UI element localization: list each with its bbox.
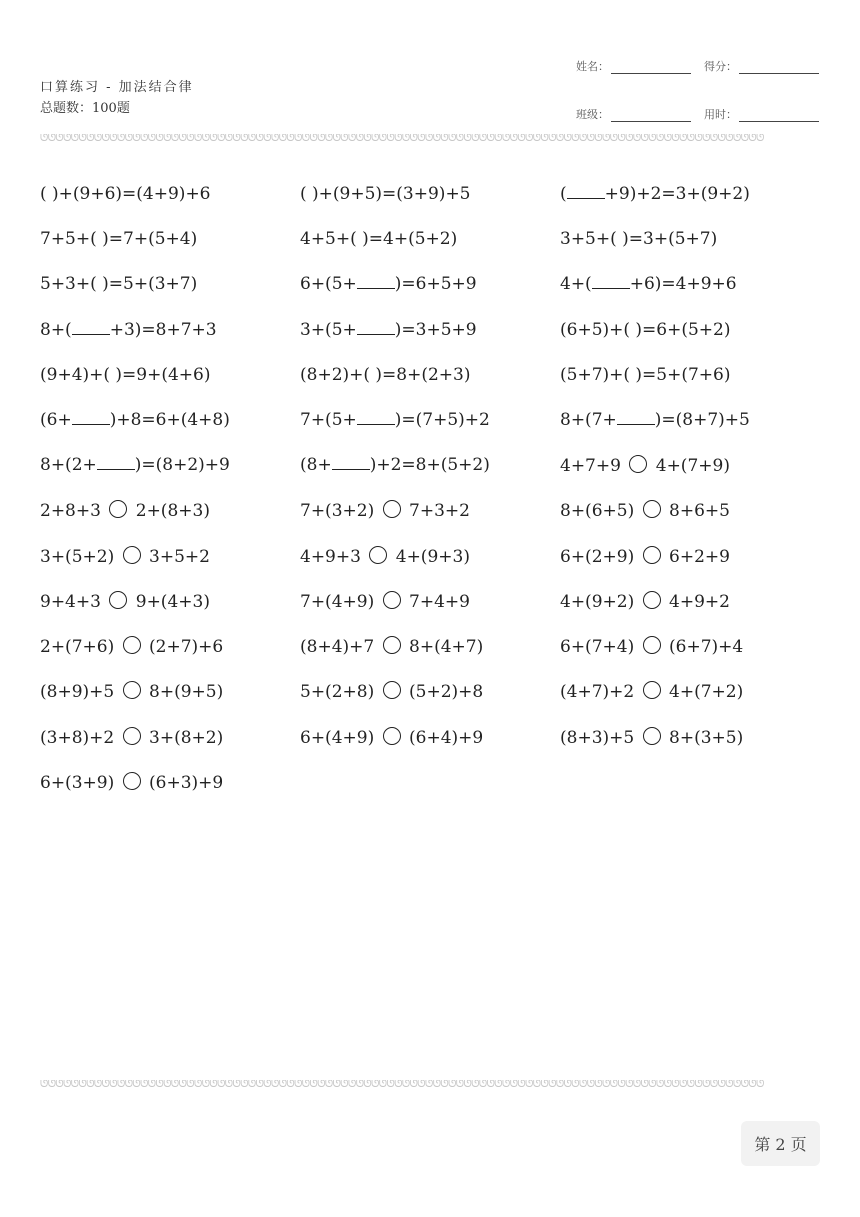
problem-item: 4+( +6)=4+9+6	[560, 274, 737, 295]
score-line	[739, 63, 819, 74]
comparison-circle[interactable]	[383, 727, 401, 745]
problem-row	[40, 216, 820, 261]
problem-count: 总题数：100题	[40, 101, 130, 116]
answer-blank[interactable]	[357, 412, 395, 425]
problem-row	[40, 579, 820, 624]
name-line	[611, 63, 691, 74]
problem-row	[40, 760, 820, 805]
problem-item: 4+5+( )=4+(5+2)	[300, 228, 458, 249]
problem-row	[40, 488, 820, 533]
comparison-circle[interactable]	[123, 727, 141, 745]
time-label: 用时：	[704, 108, 737, 121]
comparison-circle[interactable]	[383, 500, 401, 518]
comparison-circle[interactable]	[643, 636, 661, 654]
problem-item: 6+(2+9) 6+2+9	[560, 546, 730, 567]
problem-item: (5+7)+( )=5+(7+6)	[560, 364, 731, 385]
class-field[interactable]	[576, 106, 691, 122]
problem-item: (8+3)+5 8+(3+5)	[560, 727, 744, 748]
time-line	[739, 111, 819, 122]
score-label: 得分：	[704, 60, 737, 73]
comparison-circle[interactable]	[383, 636, 401, 654]
class-line	[611, 111, 691, 122]
problem-item: 8+(2+ )=(8+2)+9	[40, 455, 230, 476]
comparison-circle[interactable]	[643, 546, 661, 564]
class-label: 班级：	[576, 108, 609, 121]
comparison-circle[interactable]	[123, 772, 141, 790]
answer-blank[interactable]	[357, 276, 395, 289]
problem-row	[40, 624, 820, 669]
answer-blank[interactable]	[617, 412, 655, 425]
comparison-circle[interactable]	[643, 500, 661, 518]
name-label: 姓名：	[576, 60, 609, 73]
comparison-circle[interactable]	[109, 500, 127, 518]
problem-item: 6+(5+ )=6+5+9	[300, 274, 477, 295]
comparison-circle[interactable]	[643, 591, 661, 609]
problem-item: 6+(3+9) (6+3)+9	[40, 773, 224, 793]
comparison-circle[interactable]	[383, 591, 401, 609]
problem-row	[40, 352, 820, 397]
problem-item: 7+(3+2) 7+3+2	[300, 501, 470, 522]
comparison-circle[interactable]	[123, 546, 141, 564]
problem-item: (3+8)+2 3+(8+2)	[40, 727, 224, 748]
problem-item: 8+( +3)=8+7+3	[40, 319, 217, 340]
sheet-header	[40, 79, 194, 118]
problem-item: 7+5+( )=7+(5+4)	[40, 228, 198, 249]
problem-row	[40, 715, 820, 760]
problem-item: (8+4)+7 8+(4+7)	[300, 637, 484, 658]
problem-row	[40, 262, 820, 307]
problem-item: (6+5)+( )=6+(5+2)	[560, 319, 731, 340]
problem-item: 2+(7+6) (2+7)+6	[40, 637, 224, 658]
problem-grid	[40, 171, 820, 805]
problem-row	[40, 397, 820, 442]
answer-blank[interactable]	[592, 276, 630, 289]
comparison-circle[interactable]	[123, 636, 141, 654]
problem-item: ( )+(9+6)=(4+9)+6	[40, 183, 211, 204]
problem-item: 3+(5+ )=3+5+9	[300, 319, 477, 340]
comparison-circle[interactable]	[643, 681, 661, 699]
top-border-pattern: ᘎᘎᘎᘎᘎᘎᘎᘎᘎᘎᘎᘎᘎᘎᘎᘎᘎᘎᘎᘎᘎᘎᘎᘎᘎᘎᘎᘎᘎᘎᘎᘎᘎᘎᘎᘎᘎᘎᘎᘎᘎᘎᘎᘎᘎᘎᘎᘎᘎᘎᘎᘎᘎᘎᘎᘎᘎᘎᘎᘎᘎᘎᘎᘎᘎᘎᘎᘎᘎᘎᘎᘎᘎᘎᘎᘎᘎᘎᘎᘎᘎᘎᘎᘎᘎᘎᘎᘎᘎᘎᘎᘎᘎᘎ	[40, 134, 764, 144]
problem-item: 3+(5+2) 3+5+2	[40, 546, 210, 567]
problem-item: 3+5+( )=3+(5+7)	[560, 228, 718, 249]
answer-blank[interactable]	[567, 186, 605, 199]
page-number: 第 2 页	[741, 1121, 820, 1166]
bottom-border-pattern: ᘎᘎᘎᘎᘎᘎᘎᘎᘎᘎᘎᘎᘎᘎᘎᘎᘎᘎᘎᘎᘎᘎᘎᘎᘎᘎᘎᘎᘎᘎᘎᘎᘎᘎᘎᘎᘎᘎᘎᘎᘎᘎᘎᘎᘎᘎᘎᘎᘎᘎᘎᘎᘎᘎᘎᘎᘎᘎᘎᘎᘎᘎᘎᘎᘎᘎᘎᘎᘎᘎᘎᘎᘎᘎᘎᘎᘎᘎᘎᘎᘎᘎᘎᘎᘎᘎᘎᘎᘎᘎᘎᘎᘎᘎ	[40, 1080, 764, 1090]
problem-item: 6+(7+4) (6+7)+4	[560, 637, 744, 658]
answer-blank[interactable]	[332, 457, 370, 470]
answer-blank[interactable]	[357, 322, 395, 335]
problem-row	[40, 443, 820, 488]
problem-item: ( +9)+2=3+(9+2)	[560, 183, 750, 204]
problem-row	[40, 171, 820, 216]
problem-row	[40, 669, 820, 714]
problem-item: 7+(5+ )=(7+5)+2	[300, 410, 490, 431]
problem-item: (6+ )+8=6+(4+8)	[40, 410, 230, 431]
problem-item: (8+9)+5 8+(9+5)	[40, 682, 224, 703]
comparison-circle[interactable]	[369, 546, 387, 564]
answer-blank[interactable]	[72, 322, 110, 335]
name-field[interactable]	[576, 58, 691, 74]
answer-blank[interactable]	[97, 457, 135, 470]
problem-item: (9+4)+( )=9+(4+6)	[40, 364, 211, 385]
comparison-circle[interactable]	[123, 681, 141, 699]
problem-row	[40, 533, 820, 578]
problem-item: (4+7)+2 4+(7+2)	[560, 682, 744, 703]
comparison-circle[interactable]	[383, 681, 401, 699]
problem-item: 7+(4+9) 7+4+9	[300, 591, 470, 612]
sheet-title: 口算练习 - 加法结合律	[40, 80, 194, 95]
problem-item: 4+9+3 4+(9+3)	[300, 546, 470, 567]
problem-item: 4+(9+2) 4+9+2	[560, 591, 730, 612]
answer-blank[interactable]	[72, 412, 110, 425]
comparison-circle[interactable]	[109, 591, 127, 609]
problem-item: 2+8+3 2+(8+3)	[40, 501, 210, 522]
time-field[interactable]	[704, 106, 819, 122]
problem-item: 6+(4+9) (6+4)+9	[300, 727, 484, 748]
problem-item: 5+3+( )=5+(3+7)	[40, 274, 198, 295]
problem-item: ( )+(9+5)=(3+9)+5	[300, 183, 471, 204]
problem-item: 9+4+3 9+(4+3)	[40, 591, 210, 612]
score-field[interactable]	[704, 58, 819, 74]
problem-item: 8+(6+5) 8+6+5	[560, 501, 730, 522]
problem-item: 8+(7+ )=(8+7)+5	[560, 410, 750, 431]
problem-item: 5+(2+8) (5+2)+8	[300, 682, 484, 703]
problem-item: (8+2)+( )=8+(2+3)	[300, 364, 471, 385]
problem-item: 4+7+9 4+(7+9)	[560, 455, 730, 476]
problem-item: (8+ )+2=8+(5+2)	[300, 455, 490, 476]
comparison-circle[interactable]	[643, 727, 661, 745]
problem-row	[40, 307, 820, 352]
comparison-circle[interactable]	[629, 455, 647, 473]
